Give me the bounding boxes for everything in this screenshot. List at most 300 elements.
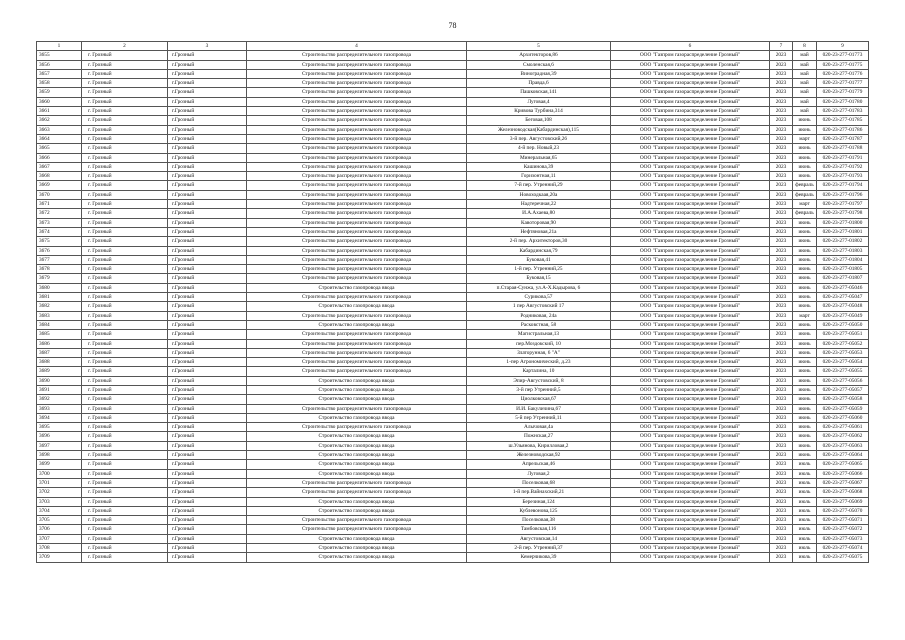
region-cell: г. Грозный xyxy=(82,376,168,385)
month-cell: июнь xyxy=(793,274,817,283)
year-cell: 2023 xyxy=(770,190,793,199)
organization-cell: ООО "Газпром газораспределение Грозный" xyxy=(611,478,770,487)
row-number-cell: 3683 xyxy=(37,311,82,320)
work-type-cell: Строительство газопровода ввода xyxy=(247,320,467,329)
month-cell: июль xyxy=(793,488,817,497)
address-cell: 2-й пер. Архитекторов,30 xyxy=(467,237,611,246)
organization-cell: ООО "Газпром газораспределение Грозный" xyxy=(611,385,770,394)
work-type-cell: Строительство распределительного газопровода xyxy=(247,125,467,134)
work-type-cell: Строительство распределительного газопровода xyxy=(247,172,467,181)
row-number-cell: 3671 xyxy=(37,200,82,209)
row-number-cell: 3692 xyxy=(37,395,82,404)
work-type-cell: Строительство газопровода ввода xyxy=(247,441,467,450)
organization-cell: ООО "Газпром газораспределение Грозный" xyxy=(611,181,770,190)
year-cell: 2023 xyxy=(770,51,793,60)
city-cell: г.Грозный xyxy=(168,497,247,506)
row-number-cell: 3699 xyxy=(37,460,82,469)
organization-cell: ООО "Газпром газораспределение Грозный" xyxy=(611,88,770,97)
column-header-4: 4 xyxy=(247,42,467,51)
registration-code-cell: 020-23-277-05061 xyxy=(817,423,869,432)
registration-code-cell: 020-23-277-01793 xyxy=(817,172,869,181)
registration-code-cell: 020-23-277-05073 xyxy=(817,534,869,543)
year-cell: 2023 xyxy=(770,227,793,236)
address-cell: Буковая,41 xyxy=(467,255,611,264)
address-cell: 7-й пер. Утренний,29 xyxy=(467,181,611,190)
organization-cell: ООО "Газпром газораспределение Грозный" xyxy=(611,516,770,525)
address-cell: Горизонтная,11 xyxy=(467,172,611,181)
gas-pipeline-table xyxy=(36,41,869,563)
organization-cell: ООО "Газпром газораспределение Грозный" xyxy=(611,107,770,116)
address-cell: Луговая,4 xyxy=(467,97,611,106)
row-number-cell: 3689 xyxy=(37,367,82,376)
year-cell: 2023 xyxy=(770,88,793,97)
work-type-cell: Строительство распределительного газопровода xyxy=(247,116,467,125)
work-type-cell: Строительство газопровода ввода xyxy=(247,451,467,460)
organization-cell: ООО "Газпром газораспределение Грозный" xyxy=(611,348,770,357)
year-cell: 2023 xyxy=(770,506,793,515)
city-cell: г.Грозный xyxy=(168,51,247,60)
row-number-cell: 3686 xyxy=(37,339,82,348)
work-type-cell: Строительство распределительного газопровода xyxy=(247,293,467,302)
city-cell: г.Грозный xyxy=(168,60,247,69)
row-number-cell: 3657 xyxy=(37,69,82,78)
address-cell: 2-й пер. Утренний,37 xyxy=(467,544,611,553)
work-type-cell: Строительство распределительного газопровода xyxy=(247,348,467,357)
year-cell: 2023 xyxy=(770,107,793,116)
address-cell: И.И. Бакуличина,67 xyxy=(467,404,611,413)
address-cell: И.А.Ахаева,80 xyxy=(467,209,611,218)
work-type-cell: Строительство распределительного газопровода xyxy=(247,265,467,274)
registration-code-cell: 020-23-277-01776 xyxy=(817,69,869,78)
city-cell: г.Грозный xyxy=(168,283,247,292)
city-cell: г.Грозный xyxy=(168,348,247,357)
region-cell: г. Грозный xyxy=(82,79,168,88)
month-cell: июнь xyxy=(793,162,817,171)
year-cell: 2023 xyxy=(770,553,793,562)
work-type-cell: Строительство распределительного газопровода xyxy=(247,404,467,413)
month-cell: июль xyxy=(793,497,817,506)
city-cell: г.Грозный xyxy=(168,413,247,422)
month-cell: июнь xyxy=(793,302,817,311)
work-type-cell: Строительство распределительного газопровода xyxy=(247,488,467,497)
table-body xyxy=(37,51,869,562)
address-cell: Расковстная, 58 xyxy=(467,320,611,329)
year-cell: 2023 xyxy=(770,488,793,497)
registration-code-cell: 020-23-277-05059 xyxy=(817,404,869,413)
work-type-cell: Строительство распределительного газопровода xyxy=(247,367,467,376)
organization-cell: ООО "Газпром газораспределение Грозный" xyxy=(611,200,770,209)
address-cell: Пожнская,27 xyxy=(467,432,611,441)
row-number-cell: 3661 xyxy=(37,107,82,116)
city-cell: г.Грозный xyxy=(168,125,247,134)
row-number-cell: 3694 xyxy=(37,413,82,422)
address-cell: Нефтяновая,21а xyxy=(467,227,611,236)
month-cell: май xyxy=(793,97,817,106)
organization-cell: ООО "Газпром газораспределение Грозный" xyxy=(611,69,770,78)
work-type-cell: Строительство газопровода ввода xyxy=(247,469,467,478)
year-cell: 2023 xyxy=(770,97,793,106)
table-row xyxy=(37,255,869,264)
column-header-6: 6 xyxy=(611,42,770,51)
organization-cell: ООО "Газпром газораспределение Грозный" xyxy=(611,227,770,236)
month-cell: июнь xyxy=(793,125,817,134)
registration-code-cell: 020-23-277-01804 xyxy=(817,255,869,264)
year-cell: 2023 xyxy=(770,385,793,394)
month-cell: июль xyxy=(793,478,817,487)
column-header-9: 9 xyxy=(817,42,869,51)
work-type-cell: Строительство газопровода ввода xyxy=(247,506,467,515)
year-cell: 2023 xyxy=(770,478,793,487)
city-cell: г.Грозный xyxy=(168,320,247,329)
registration-code-cell: 020-23-277-01780 xyxy=(817,97,869,106)
address-cell: Надтеречная,22 xyxy=(467,200,611,209)
work-type-cell: Строительство распределительного газопровода xyxy=(247,478,467,487)
work-type-cell: Строительство распределительного газопровода xyxy=(247,227,467,236)
table-row xyxy=(37,525,869,534)
registration-code-cell: 020-23-277-05063 xyxy=(817,441,869,450)
city-cell: г.Грозный xyxy=(168,274,247,283)
month-cell: июнь xyxy=(793,265,817,274)
row-number-cell: 3706 xyxy=(37,525,82,534)
work-type-cell: Строительство распределительного газопровода xyxy=(247,516,467,525)
work-type-cell: Строительство распределительного газопровода xyxy=(247,134,467,143)
month-cell: июнь xyxy=(793,255,817,264)
table-row xyxy=(37,423,869,432)
year-cell: 2023 xyxy=(770,265,793,274)
work-type-cell: Строительство распределительного газопровода xyxy=(247,181,467,190)
organization-cell: ООО "Газпром газораспределение Грозный" xyxy=(611,544,770,553)
registration-code-cell: 020-23-277-05071 xyxy=(817,516,869,525)
organization-cell: ООО "Газпром газораспределение Грозный" xyxy=(611,376,770,385)
work-type-cell: Строительство распределительного газопровода xyxy=(247,237,467,246)
month-cell: июнь xyxy=(793,385,817,394)
year-cell: 2023 xyxy=(770,293,793,302)
month-cell: июль xyxy=(793,516,817,525)
organization-cell: ООО "Газпром газораспределение Грозный" xyxy=(611,79,770,88)
table-row xyxy=(37,497,869,506)
region-cell: г. Грозный xyxy=(82,107,168,116)
region-cell: г. Грозный xyxy=(82,478,168,487)
table-row xyxy=(37,246,869,255)
registration-code-cell: 020-23-277-01803 xyxy=(817,246,869,255)
month-cell: июнь xyxy=(793,320,817,329)
row-number-cell: 3665 xyxy=(37,144,82,153)
city-cell: г.Грозный xyxy=(168,469,247,478)
column-header-8: 8 xyxy=(793,42,817,51)
address-cell: Пашковская,141 xyxy=(467,88,611,97)
city-cell: г.Грозный xyxy=(168,311,247,320)
registration-code-cell: 020-23-277-05056 xyxy=(817,376,869,385)
row-number-cell: 3703 xyxy=(37,497,82,506)
table-row xyxy=(37,404,869,413)
year-cell: 2023 xyxy=(770,367,793,376)
month-cell: май xyxy=(793,51,817,60)
city-cell: г.Грозный xyxy=(168,200,247,209)
region-cell: г. Грозный xyxy=(82,255,168,264)
month-cell: июль xyxy=(793,525,817,534)
year-cell: 2023 xyxy=(770,116,793,125)
table-row xyxy=(37,162,869,171)
year-cell: 2023 xyxy=(770,395,793,404)
address-cell: Кублевонова,125 xyxy=(467,506,611,515)
city-cell: г.Грозный xyxy=(168,255,247,264)
year-cell: 2023 xyxy=(770,460,793,469)
work-type-cell: Строительство газопровода ввода xyxy=(247,376,467,385)
region-cell: г. Грозный xyxy=(82,320,168,329)
address-cell: п.Старая-Сунжа, ул.А-Х.Кадырова, 6 xyxy=(467,283,611,292)
city-cell: г.Грозный xyxy=(168,302,247,311)
row-number-cell: 3707 xyxy=(37,534,82,543)
table-row xyxy=(37,116,869,125)
table-row xyxy=(37,97,869,106)
city-cell: г.Грозный xyxy=(168,451,247,460)
registration-code-cell: 020-23-277-05054 xyxy=(817,358,869,367)
month-cell: июнь xyxy=(793,237,817,246)
row-number-cell: 3655 xyxy=(37,51,82,60)
registration-code-cell: 020-23-277-05072 xyxy=(817,525,869,534)
work-type-cell: Строительство распределительного газопровода xyxy=(247,51,467,60)
row-number-cell: 3680 xyxy=(37,283,82,292)
row-number-cell: 3670 xyxy=(37,190,82,199)
table-row xyxy=(37,553,869,562)
registration-code-cell: 020-23-277-05046 xyxy=(817,283,869,292)
work-type-cell: Строительство распределительного газопровода xyxy=(247,60,467,69)
work-type-cell: Строительство распределительного газопровода xyxy=(247,274,467,283)
year-cell: 2023 xyxy=(770,60,793,69)
row-number-cell: 3669 xyxy=(37,181,82,190)
registration-code-cell: 020-23-277-05051 xyxy=(817,330,869,339)
registration-code-cell: 020-23-277-01791 xyxy=(817,153,869,162)
row-number-cell: 3667 xyxy=(37,162,82,171)
work-type-cell: Строительство распределительного газопровода xyxy=(247,153,467,162)
city-cell: г.Грозный xyxy=(168,544,247,553)
month-cell: июнь xyxy=(793,413,817,422)
region-cell: г. Грозный xyxy=(82,367,168,376)
city-cell: г.Грозный xyxy=(168,395,247,404)
region-cell: г. Грозный xyxy=(82,246,168,255)
month-cell: июнь xyxy=(793,293,817,302)
month-cell: июнь xyxy=(793,348,817,357)
address-cell: Железноводская(Кабардинская),115 xyxy=(467,125,611,134)
month-cell: июнь xyxy=(793,441,817,450)
month-cell: июль xyxy=(793,553,817,562)
year-cell: 2023 xyxy=(770,125,793,134)
work-type-cell: Строительство распределительного газопровода xyxy=(247,162,467,171)
city-cell: г.Грозный xyxy=(168,385,247,394)
organization-cell: ООО "Газпром газораспределение Грозный" xyxy=(611,255,770,264)
work-type-cell: Строительство распределительного газопровода xyxy=(247,255,467,264)
month-cell: март xyxy=(793,134,817,143)
registration-code-cell: 020-23-277-01794 xyxy=(817,181,869,190)
organization-cell: ООО "Газпром газораспределение Грозный" xyxy=(611,218,770,227)
row-number-cell: 3708 xyxy=(37,544,82,553)
year-cell: 2023 xyxy=(770,451,793,460)
region-cell: г. Грозный xyxy=(82,200,168,209)
city-cell: г.Грозный xyxy=(168,69,247,78)
region-cell: г. Грозный xyxy=(82,358,168,367)
organization-cell: ООО "Газпром газораспределение Грозный" xyxy=(611,460,770,469)
month-cell: июнь xyxy=(793,330,817,339)
year-cell: 2023 xyxy=(770,497,793,506)
row-number-cell: 3666 xyxy=(37,153,82,162)
year-cell: 2023 xyxy=(770,516,793,525)
city-cell: г.Грозный xyxy=(168,209,247,218)
table-row xyxy=(37,218,869,227)
organization-cell: ООО "Газпром газораспределение Грозный" xyxy=(611,162,770,171)
registration-code-cell: 020-23-277-05067 xyxy=(817,478,869,487)
registration-code-cell: 020-23-277-05055 xyxy=(817,367,869,376)
organization-cell: ООО "Газпром газораспределение Грозный" xyxy=(611,274,770,283)
table-row xyxy=(37,413,869,422)
city-cell: г.Грозный xyxy=(168,404,247,413)
table-row xyxy=(37,460,869,469)
table-row xyxy=(37,441,869,450)
address-cell: Магистральная,13 xyxy=(467,330,611,339)
organization-cell: ООО "Газпром газораспределение Грозный" xyxy=(611,395,770,404)
table-row xyxy=(37,506,869,515)
address-cell: Луговая,2 xyxy=(467,469,611,478)
region-cell: г. Грозный xyxy=(82,88,168,97)
table-row xyxy=(37,432,869,441)
month-cell: июль xyxy=(793,460,817,469)
region-cell: г. Грозный xyxy=(82,218,168,227)
region-cell: г. Грозный xyxy=(82,451,168,460)
month-cell: июнь xyxy=(793,172,817,181)
organization-cell: ООО "Газпром газораспределение Грозный" xyxy=(611,367,770,376)
table-row xyxy=(37,125,869,134)
registration-code-cell: 020-23-277-05060 xyxy=(817,413,869,422)
address-cell: Новоходкаая,20а xyxy=(467,190,611,199)
month-cell: июнь xyxy=(793,246,817,255)
year-cell: 2023 xyxy=(770,172,793,181)
address-cell: 1-й пер.Вайнахский,21 xyxy=(467,488,611,497)
registration-code-cell: 020-23-277-01777 xyxy=(817,79,869,88)
organization-cell: ООО "Газпром газораспределение Грозный" xyxy=(611,423,770,432)
organization-cell: ООО "Газпром газораспределение Грозный" xyxy=(611,553,770,562)
region-cell: г. Грозный xyxy=(82,516,168,525)
registration-code-cell: 020-23-277-01773 xyxy=(817,51,869,60)
address-cell: Кабардинская,79 xyxy=(467,246,611,255)
year-cell: 2023 xyxy=(770,432,793,441)
registration-code-cell: 020-23-277-01798 xyxy=(817,209,869,218)
address-cell: 1-й пер. Утренний,25 xyxy=(467,265,611,274)
address-cell: Алычовая,4а xyxy=(467,423,611,432)
address-cell: 5-й пер Утренний,11 xyxy=(467,413,611,422)
address-cell: Тамбовская,116 xyxy=(467,525,611,534)
organization-cell: ООО "Газпром газораспределение Грозный" xyxy=(611,339,770,348)
region-cell: г. Грозный xyxy=(82,413,168,422)
month-cell: июнь xyxy=(793,339,817,348)
work-type-cell: Строительство распределительного газопровода xyxy=(247,190,467,199)
organization-cell: ООО "Газпром газораспределение Грозный" xyxy=(611,311,770,320)
month-cell: июнь xyxy=(793,376,817,385)
registration-code-cell: 020-23-277-05048 xyxy=(817,302,869,311)
region-cell: г. Грозный xyxy=(82,385,168,394)
row-number-cell: 3673 xyxy=(37,218,82,227)
year-cell: 2023 xyxy=(770,423,793,432)
column-header-2: 2 xyxy=(82,42,168,51)
table-row xyxy=(37,227,869,236)
work-type-cell: Строительство газопровода ввода xyxy=(247,460,467,469)
region-cell: г. Грозный xyxy=(82,144,168,153)
row-number-cell: 3704 xyxy=(37,506,82,515)
registration-code-cell: 020-23-277-01797 xyxy=(817,200,869,209)
registration-code-cell: 020-23-277-01801 xyxy=(817,227,869,236)
table-row xyxy=(37,265,869,274)
region-cell: г. Грозный xyxy=(82,432,168,441)
table-row xyxy=(37,60,869,69)
work-type-cell: Строительство газопровода ввода xyxy=(247,432,467,441)
region-cell: г. Грозный xyxy=(82,460,168,469)
month-cell: июнь xyxy=(793,451,817,460)
year-cell: 2023 xyxy=(770,181,793,190)
organization-cell: ООО "Газпром газораспределение Грозный" xyxy=(611,134,770,143)
address-cell: Циолковская,67 xyxy=(467,395,611,404)
city-cell: г.Грозный xyxy=(168,97,247,106)
address-cell: Кривова Турбина,314 xyxy=(467,107,611,116)
row-number-cell: 3676 xyxy=(37,246,82,255)
row-number-cell: 3702 xyxy=(37,488,82,497)
region-cell: г. Грозный xyxy=(82,553,168,562)
organization-cell: ООО "Газпром газораспределение Грозный" xyxy=(611,330,770,339)
row-number-cell: 3660 xyxy=(37,97,82,106)
row-number-cell: 3698 xyxy=(37,451,82,460)
month-cell: март xyxy=(793,311,817,320)
address-cell: Кемерчикова,39 xyxy=(467,553,611,562)
address-cell: Апрельская,46 xyxy=(467,460,611,469)
city-cell: г.Грозный xyxy=(168,432,247,441)
table-row xyxy=(37,181,869,190)
region-cell: г. Грозный xyxy=(82,293,168,302)
region-cell: г. Грозный xyxy=(82,506,168,515)
region-cell: г. Грозный xyxy=(82,441,168,450)
registration-code-cell: 020-23-277-05074 xyxy=(817,544,869,553)
work-type-cell: Строительство распределительного газопровода xyxy=(247,330,467,339)
region-cell: г. Грозный xyxy=(82,488,168,497)
address-cell: Смоленская,6 xyxy=(467,60,611,69)
year-cell: 2023 xyxy=(770,283,793,292)
region-cell: г. Грозный xyxy=(82,116,168,125)
table-row xyxy=(37,274,869,283)
table-row xyxy=(37,330,869,339)
table-row xyxy=(37,79,869,88)
registration-code-cell: 020-23-277-05068 xyxy=(817,488,869,497)
city-cell: г.Грозный xyxy=(168,339,247,348)
city-cell: г.Грозный xyxy=(168,190,247,199)
city-cell: г.Грозный xyxy=(168,330,247,339)
region-cell: г. Грозный xyxy=(82,404,168,413)
organization-cell: ООО "Газпром газораспределение Грозный" xyxy=(611,246,770,255)
table-row xyxy=(37,172,869,181)
region-cell: г. Грозный xyxy=(82,237,168,246)
city-cell: г.Грозный xyxy=(168,181,247,190)
region-cell: г. Грозный xyxy=(82,265,168,274)
row-number-cell: 3705 xyxy=(37,516,82,525)
registration-code-cell: 020-23-277-05053 xyxy=(817,348,869,357)
city-cell: г.Грозный xyxy=(168,172,247,181)
row-number-cell: 3656 xyxy=(37,60,82,69)
region-cell: г. Грозный xyxy=(82,190,168,199)
address-cell: 1-пер Агрономический, д.23 xyxy=(467,358,611,367)
organization-cell: ООО "Газпром газораспределение Грозный" xyxy=(611,497,770,506)
row-number-cell: 3687 xyxy=(37,348,82,357)
address-cell: Минеральная,65 xyxy=(467,153,611,162)
organization-cell: ООО "Газпром газораспределение Грозный" xyxy=(611,413,770,422)
table-row xyxy=(37,237,869,246)
work-type-cell: Строительство газопровода ввода xyxy=(247,283,467,292)
table-row xyxy=(37,134,869,143)
work-type-cell: Строительство распределительного газопровода xyxy=(247,311,467,320)
